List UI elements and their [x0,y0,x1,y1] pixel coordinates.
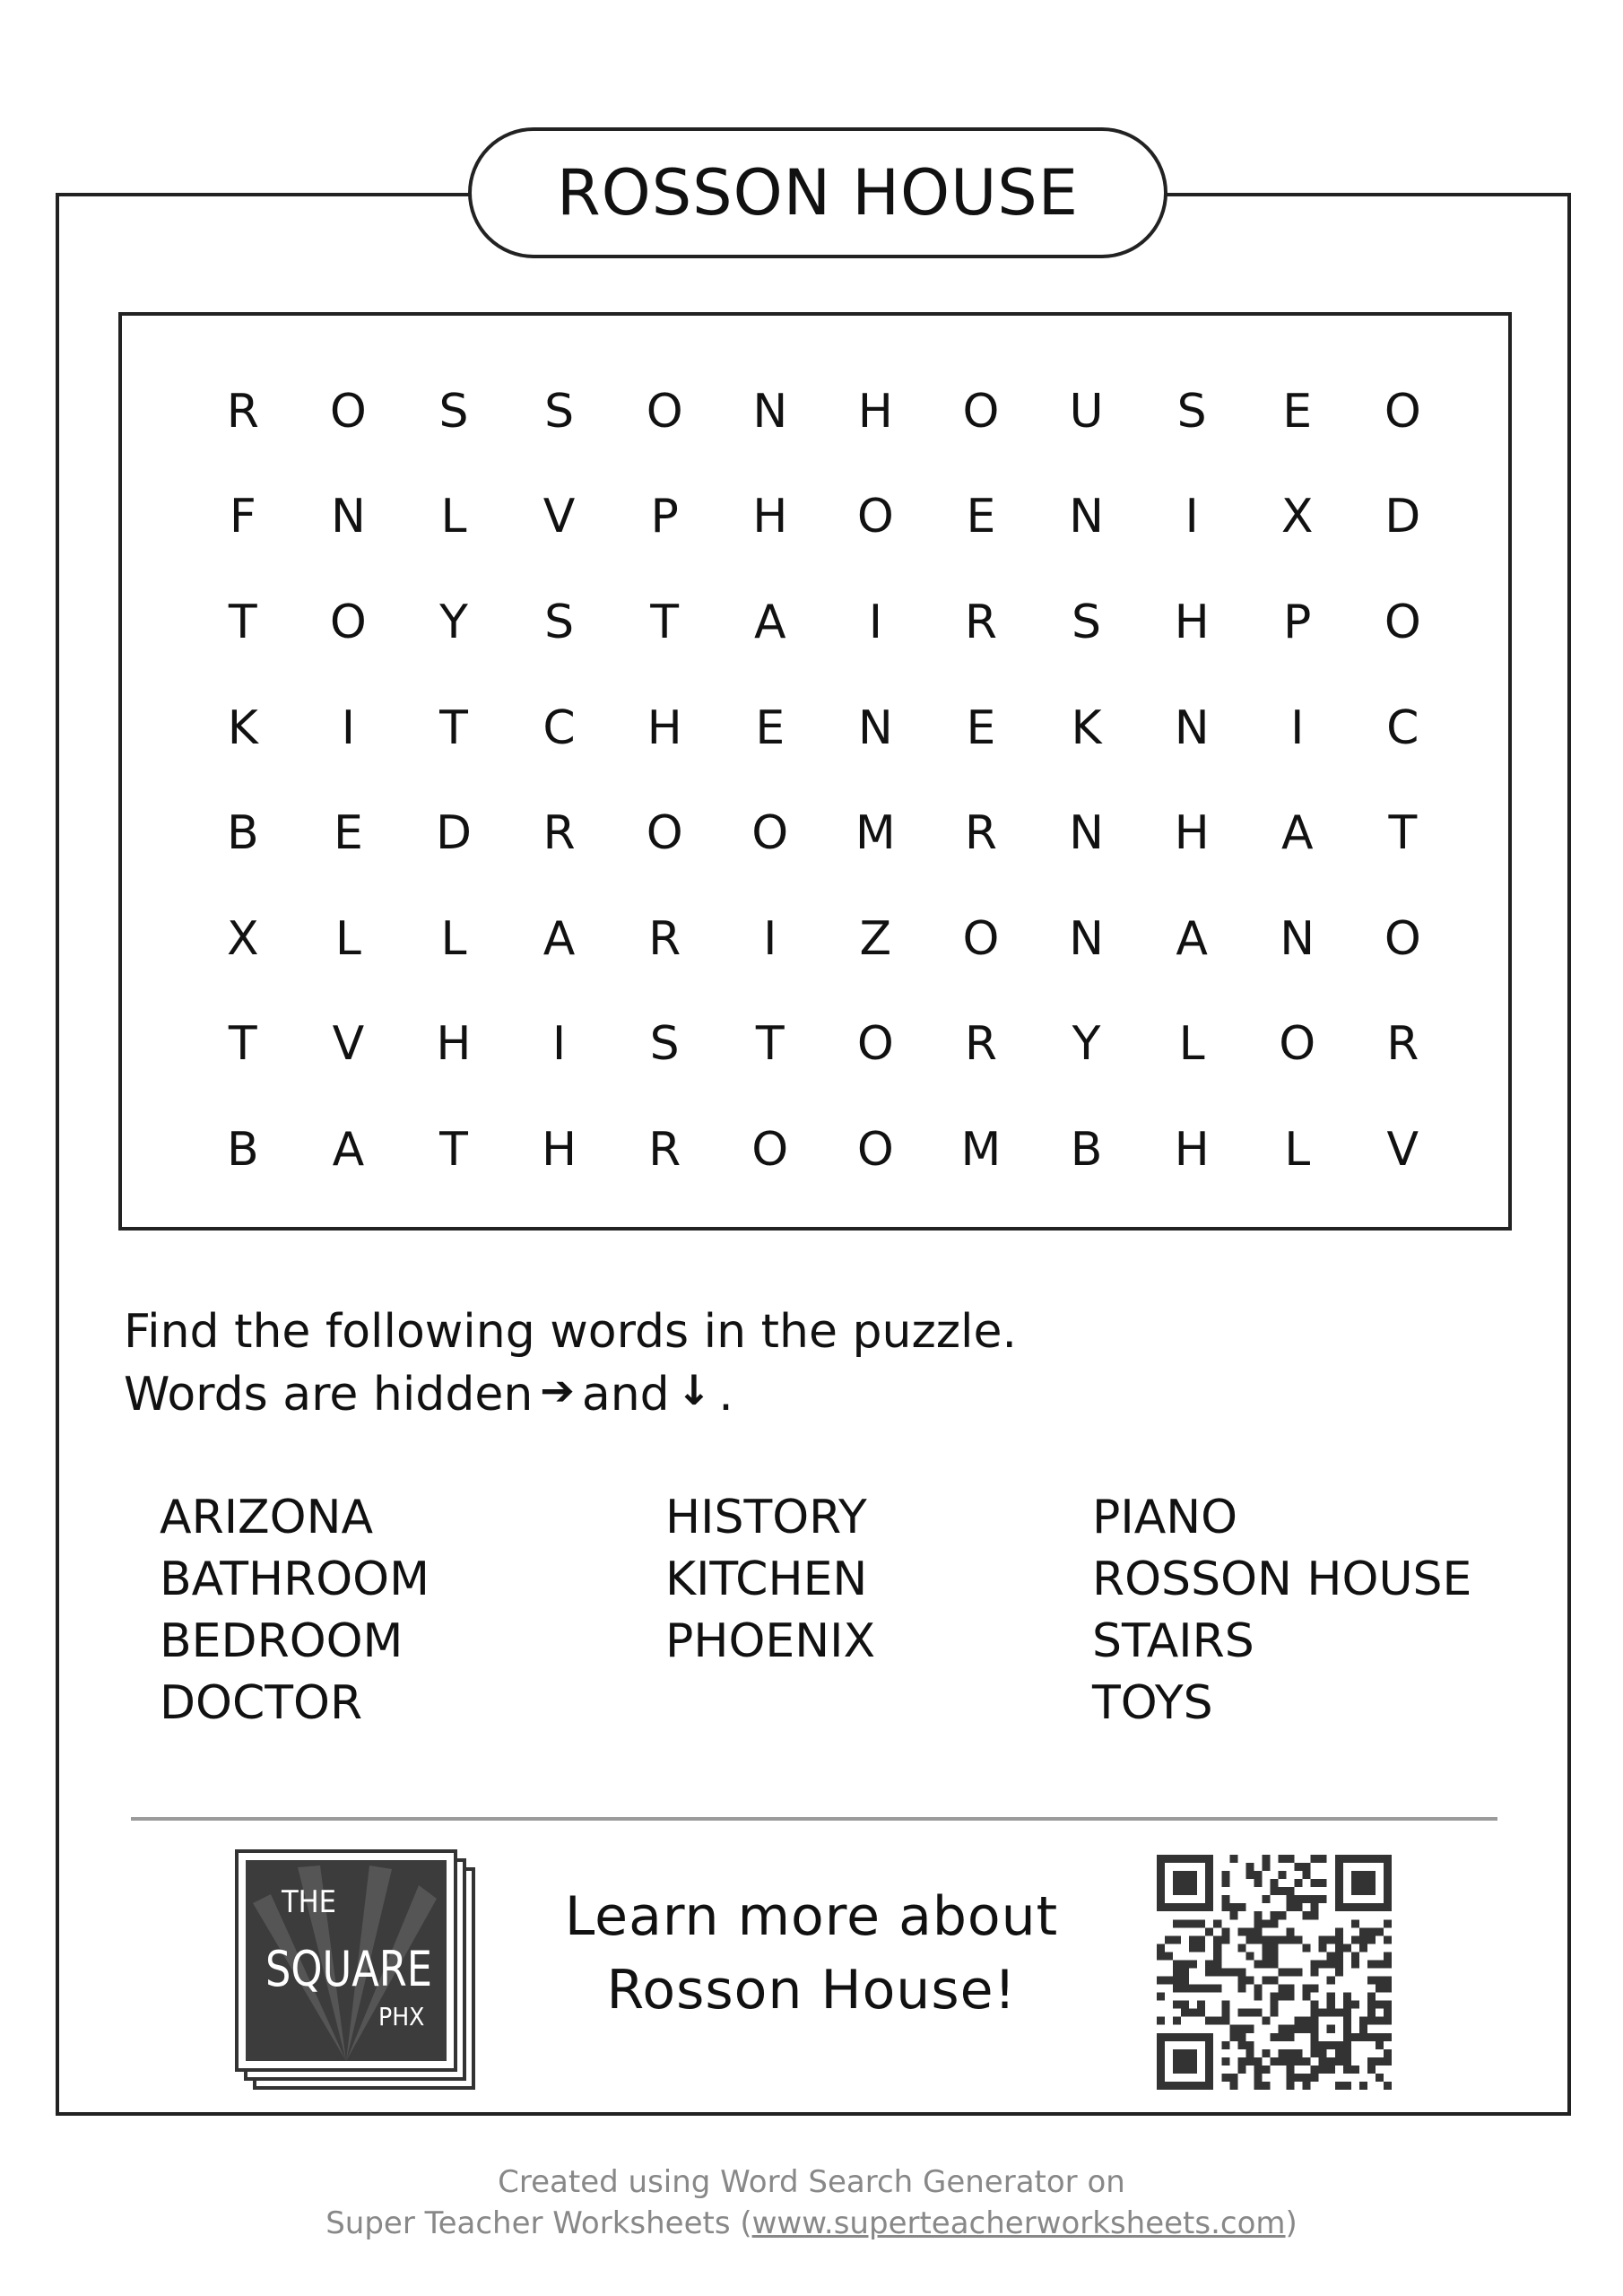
footer-prefix: Super Teacher Worksheets ( [325,2205,752,2241]
grid-letter: B [226,806,259,861]
grid-letter: T [439,1122,468,1177]
grid-letter: X [226,911,259,966]
grid-letter: A [332,1122,365,1177]
grid-letter: T [1388,806,1418,861]
grid-letter: K [1071,700,1102,755]
grid-letter: R [964,806,998,861]
grid-letter: S [649,1017,680,1072]
grid-letter: E [755,700,785,755]
grid-letter: O [646,384,683,439]
grid-letter: I [868,595,883,649]
grid-letter: I [763,911,777,966]
divider [131,1817,1497,1821]
grid-letter: S [1176,384,1207,439]
grid-letter: D [1384,490,1421,544]
grid-letter: N [1069,490,1104,544]
learn-more-text [502,1880,1121,2027]
grid-letter: N [752,384,788,439]
grid-letter: O [1384,911,1421,966]
qr-code-icon[interactable] [1157,1855,1392,2090]
grid-letter: R [542,806,576,861]
grid-letter: D [435,806,472,861]
word-list-item: ROSSON HOUSE [1092,1552,1472,1606]
footer-suffix: ) [1285,2205,1298,2241]
word-list-item: BEDROOM [160,1614,404,1668]
instructions-line-1: Find the following words in the puzzle. [124,1305,1017,1359]
grid-letter: N [1069,911,1104,966]
logo-text-square: SQUARE [265,1941,432,1997]
logo-text-the: THE [282,1884,337,1920]
grid-letter: N [857,700,893,755]
grid-letter: O [1384,384,1421,439]
grid-letter: O [962,911,1000,966]
grid-letter: O [329,595,367,649]
grid-letter: N [330,490,366,544]
grid-letter: H [1174,1122,1210,1177]
instructions-text-and: and [581,1368,670,1422]
grid-letter: B [226,1122,259,1177]
logo-text-phx: PHX [378,2002,425,2031]
grid-letter: N [1280,911,1315,966]
grid-letter: T [439,700,468,755]
word-list-column-2 [665,1487,875,1673]
learn-more-line-2: Rosson House! [606,1959,1017,2022]
grid-letter: E [333,806,363,861]
grid-letter: M [960,1122,1002,1177]
grid-letter: C [1386,700,1419,755]
grid-letter: R [964,595,998,649]
grid-letter: O [962,384,1000,439]
grid-letter: V [1386,1122,1419,1177]
grid-letter: L [1178,1017,1205,1072]
arrow-right-icon: ➔ [540,1366,575,1414]
grid-letter: E [966,700,996,755]
grid-letter: V [542,490,576,544]
grid-letter: R [226,384,259,439]
grid-letter: R [964,1017,998,1072]
grid-letter: H [542,1122,577,1177]
grid-letter: X [1280,490,1314,544]
grid-letter: B [1070,1122,1103,1177]
word-list-column-1 [160,1487,430,1735]
grid-letter: H [1174,806,1210,861]
the-square-phx-logo [235,1849,477,2090]
grid-letter: R [648,1122,681,1177]
grid-letter: H [857,384,893,439]
grid-letter: U [1069,384,1104,439]
grid-letter: Z [859,911,892,966]
grid-letter: L [440,490,467,544]
grid-letter: L [1284,1122,1311,1177]
grid-letter: V [332,1017,365,1072]
letter-grid [190,359,1455,1203]
learn-more-line-1: Learn more about [564,1885,1059,1948]
grid-letter: R [648,911,681,966]
grid-letter: A [753,595,786,649]
word-list-item: DOCTOR [160,1676,363,1730]
grid-letter: O [1279,1017,1316,1072]
grid-letter: F [229,490,256,544]
grid-letter: P [650,490,679,544]
grid-letter: O [646,806,683,861]
grid-letter: E [1282,384,1313,439]
footer-link[interactable]: www.superteacherworksheets.com [751,2205,1286,2241]
grid-letter: L [440,911,467,966]
grid-letter: R [1386,1017,1419,1072]
grid-letter: S [1072,595,1102,649]
grid-letter: O [751,1122,789,1177]
grid-letter: O [856,1122,894,1177]
instructions-line-2 [124,1363,1017,1427]
grid-letter: Y [439,595,468,649]
grid-letter: Y [1072,1017,1101,1072]
grid-letter: O [856,1017,894,1072]
grid-letter: O [329,384,367,439]
grid-letter: E [966,490,996,544]
word-list-item: STAIRS [1092,1614,1254,1668]
grid-letter: H [436,1017,472,1072]
word-list-item: ARIZONA [160,1491,374,1544]
grid-letter: T [228,595,257,649]
grid-letter: K [227,700,258,755]
grid-letter: A [1280,806,1314,861]
grid-letter: T [228,1017,257,1072]
grid-letter: L [334,911,361,966]
worksheet-title: ROSSON HOUSE [468,127,1167,258]
grid-letter: O [856,490,894,544]
grid-letter: A [542,911,576,966]
instructions-text-period: . [718,1368,733,1422]
word-list-item: BATHROOM [160,1552,430,1606]
grid-letter: I [341,700,356,755]
grid-letter: N [1174,700,1210,755]
word-list-column-3 [1092,1487,1471,1735]
grid-letter: I [1185,490,1199,544]
instructions-text-hidden: Words are hidden [124,1368,534,1422]
grid-letter: H [752,490,788,544]
grid-letter: N [1069,806,1104,861]
grid-letter: S [438,384,469,439]
grid-letter: P [1283,595,1312,649]
footer-line-1: Created using Word Search Generator on [498,2164,1125,2200]
word-list-item: HISTORY [665,1491,867,1544]
grid-letter: I [1290,700,1305,755]
grid-letter: M [855,806,896,861]
grid-letter: C [542,700,576,755]
grid-letter: O [751,806,789,861]
arrow-down-icon: ↓ [676,1366,712,1414]
grid-letter: O [1384,595,1421,649]
footer [0,2161,1623,2244]
grid-letter: I [551,1017,567,1072]
word-list-item: PIANO [1092,1491,1238,1544]
grid-letter: A [1176,911,1208,966]
grid-letter: H [647,700,682,755]
grid-letter: S [544,384,575,439]
grid-letter: H [1174,595,1210,649]
instructions [124,1300,1017,1427]
word-list-item: TOYS [1092,1676,1213,1730]
grid-letter: S [544,595,575,649]
grid-letter: T [755,1017,785,1072]
word-list-item: PHOENIX [665,1614,876,1668]
footer-line-2 [0,2203,1623,2244]
word-list-item: KITCHEN [665,1552,868,1606]
grid-letter: T [650,595,680,649]
